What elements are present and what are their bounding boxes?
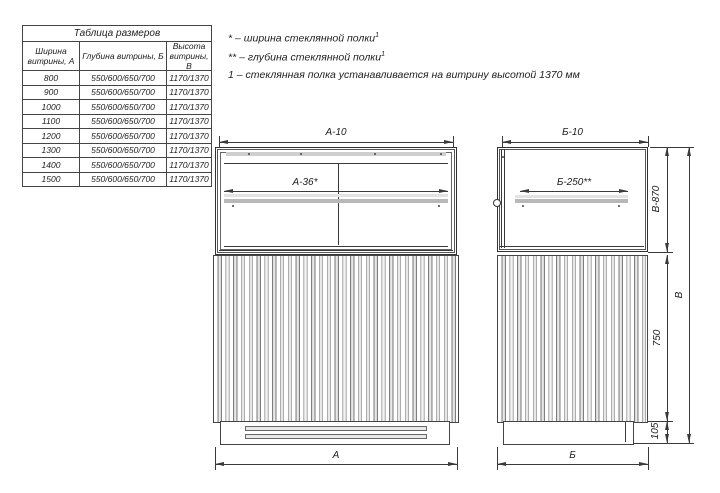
arrowhead-up (687, 147, 691, 156)
footnote-sup: 1 (375, 32, 380, 39)
base-vent-slot (245, 426, 427, 431)
arrowhead-right (448, 462, 457, 466)
table-cell: 550/600/650/700 (80, 86, 167, 100)
footnote-marker: * (228, 32, 233, 45)
table-cell: 800 (23, 71, 80, 85)
footnote-shelf-install (228, 69, 580, 81)
dim-label-front-shelf: А-36* (292, 177, 318, 188)
arrowhead-left (502, 140, 511, 144)
extension-line (457, 447, 458, 470)
column-header: Глубина витрины, Б (80, 42, 167, 70)
footnote-sup: 1 (381, 51, 385, 58)
side-fluted-panel (497, 255, 648, 423)
table-cell: 550/600/650/700 (80, 173, 167, 187)
table-cell: 1170/1370 (169, 72, 209, 83)
dimension-line (502, 142, 648, 143)
dim-label-base-height: 105 (650, 422, 661, 440)
footnote-shelf-width (228, 32, 379, 45)
arrowhead-down (687, 434, 691, 443)
table-cell: 1170/1370 (169, 174, 209, 185)
column-header: Ширина витрины, А (23, 42, 80, 70)
arrowhead-up (665, 255, 669, 264)
table-row (23, 86, 211, 101)
table-cell: 1100 (23, 115, 80, 129)
size-table-title: Таблица размеров (23, 26, 211, 42)
extension-line (634, 443, 694, 444)
arrowhead-right (639, 140, 648, 144)
dimension-line (215, 464, 457, 465)
shelf-support-dot (618, 205, 620, 207)
arrowhead-up (665, 421, 669, 430)
shelf-support-dot (522, 205, 524, 207)
extension-line (648, 252, 673, 253)
case-bottom-line (224, 246, 448, 247)
dimension-line (520, 191, 628, 192)
dim-label-glass-height: В-870 (651, 185, 662, 213)
dimension-line (219, 142, 453, 143)
base-vent-slot (245, 434, 427, 439)
front-fluted-panel (213, 255, 459, 423)
arrowhead-left (520, 189, 529, 193)
dim-label-side-depth: Б (569, 450, 576, 461)
table-cell: 900 (23, 86, 80, 100)
arrowhead-up (665, 147, 669, 156)
glass-shelf-highlight (515, 195, 628, 198)
table-row (23, 100, 211, 115)
door-track (226, 152, 446, 156)
table-cell: 550/600/650/700 (80, 144, 167, 158)
footnote-text: – стеклянная полка устанавливается на витрину высотой 1370 мм (236, 69, 580, 81)
table-cell: 1400 (23, 158, 80, 172)
glass-shelf (515, 199, 628, 203)
column-header: Высота витрины, В (169, 42, 209, 70)
table-cell: 1170/1370 (169, 87, 209, 98)
table-cell: 550/600/650/700 (80, 71, 167, 85)
footnote-marker: ** (228, 51, 237, 64)
lock-circle (493, 199, 501, 207)
footnote-shelf-depth (228, 51, 385, 64)
track-screw-dot (248, 153, 250, 155)
base-inner-line (625, 422, 626, 442)
table-row (23, 129, 211, 144)
track-bottom-line (224, 163, 448, 164)
arrowhead-right (439, 189, 448, 193)
dim-label-front-top: А-10 (325, 127, 347, 138)
table-cell: 1170/1370 (169, 116, 209, 127)
table-row (23, 173, 211, 187)
arrowhead-left (215, 462, 224, 466)
door-screw-dot (502, 156, 504, 158)
extension-line (648, 136, 649, 147)
dimension-line (689, 147, 690, 443)
track-screw-dot (374, 153, 376, 155)
arrowhead-right (619, 189, 628, 193)
dimension-line (497, 464, 648, 465)
table-cell: 1500 (23, 173, 80, 187)
dim-label-total-height: В (674, 291, 685, 299)
arrowhead-left (219, 140, 228, 144)
glass-shelf-highlight (224, 194, 448, 197)
table-row (23, 158, 211, 173)
size-table (22, 25, 212, 187)
extension-line (648, 447, 649, 470)
dimension-line (667, 255, 668, 421)
door-edge-line (501, 149, 502, 248)
table-cell: 1170/1370 (169, 130, 209, 141)
front-base (220, 421, 450, 445)
table-cell: 1200 (23, 129, 80, 143)
case-bottom-line (499, 246, 644, 247)
table-cell: 550/600/650/700 (80, 129, 167, 143)
table-cell: 1170/1370 (169, 159, 209, 170)
footnote-text: – ширина стеклянной полки (235, 32, 376, 45)
arrowhead-left (224, 189, 233, 193)
footnote-marker: 1 (228, 69, 234, 81)
table-cell: 1300 (23, 144, 80, 158)
footnote-text: – глубина стеклянной полки (239, 51, 382, 64)
table-row (23, 144, 211, 159)
table-cell: 1170/1370 (169, 101, 209, 112)
table-row (23, 115, 211, 130)
dimension-line (224, 191, 448, 192)
arrowhead-right (639, 462, 648, 466)
dim-label-side-top: Б-10 (562, 127, 583, 138)
table-cell: 550/600/650/700 (80, 115, 167, 129)
table-cell: 1000 (23, 100, 80, 114)
track-screw-dot (300, 153, 302, 155)
case-bottom-line (219, 250, 453, 251)
table-cell: 550/600/650/700 (80, 100, 167, 114)
table-row (23, 71, 211, 86)
table-cell: 1170/1370 (169, 145, 209, 156)
shelf-support-dot (438, 205, 440, 207)
glass-shelf (224, 199, 448, 203)
arrowhead-right (444, 140, 453, 144)
arrowhead-down (665, 434, 669, 443)
size-table-header-row (23, 42, 211, 71)
dim-label-front-width: А (332, 450, 340, 461)
table-cell: 550/600/650/700 (80, 158, 167, 172)
track-screw-dot (440, 153, 442, 155)
arrowhead-down (665, 412, 669, 421)
shelf-support-dot (232, 205, 234, 207)
door-edge-line (504, 149, 505, 248)
arrowhead-left (497, 462, 506, 466)
dim-label-side-shelf: Б-250** (556, 177, 592, 188)
arrowhead-down (665, 243, 669, 252)
side-base (503, 421, 634, 445)
dim-label-body-height: 750 (652, 329, 663, 347)
dimension-line (667, 147, 668, 252)
